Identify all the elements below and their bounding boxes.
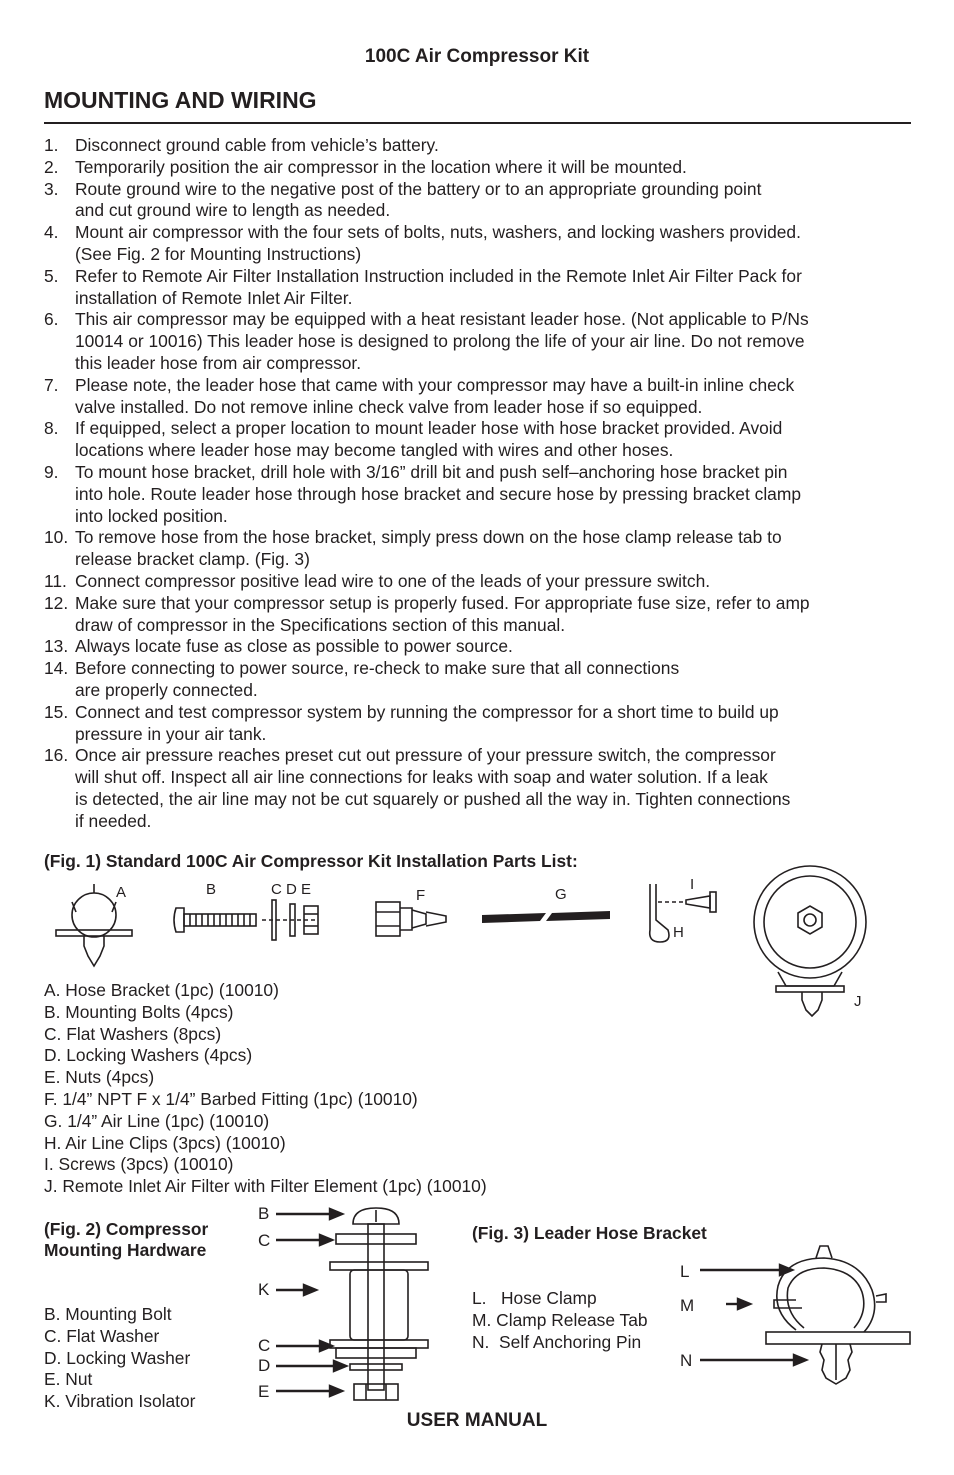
part-list-item: J. Remote Inlet Air Filter with Filter Element (1pc) (10010) xyxy=(44,1176,487,1197)
fig2-callout-b: B xyxy=(258,1204,270,1223)
step-text-line: 10014 or 10016) This leader hose is designed to prolong the life of your air line. Do not remove xyxy=(75,331,805,352)
fig3-legend xyxy=(472,1288,648,1353)
step-text-line: installation of Remote Inlet Air Filter. xyxy=(75,287,353,308)
step-item xyxy=(44,527,914,571)
fig1-parts-list xyxy=(44,980,487,1198)
fig2-legend xyxy=(44,1304,195,1413)
step-text-line: Refer to Remote Air Filter Installation Instruction included in the Remote Inlet Air Filter Pack for xyxy=(75,265,802,286)
step-text-line: draw of compressor in the Specifications section of this manual. xyxy=(75,614,566,635)
fig1-letter-h: H xyxy=(673,924,684,941)
page-header-title: 100C Air Compressor Kit xyxy=(364,46,590,67)
fig2-callout-c-upper: C xyxy=(258,1231,271,1250)
step-item xyxy=(44,636,914,658)
part-list-item: E. Nuts (4pcs) xyxy=(44,1067,155,1088)
step-text-line: Disconnect ground cable from vehicle’s battery. xyxy=(75,135,439,155)
step-number: 6. xyxy=(44,309,59,330)
step-item xyxy=(44,157,914,179)
step-text-line: Always locate fuse as close as possible to power source. xyxy=(75,636,513,657)
step-text-line: locations where leader hose may become tangled with wires and other hoses. xyxy=(75,440,674,461)
step-item xyxy=(44,593,914,637)
step-number: 7. xyxy=(44,374,59,395)
fig2-callout-e: E xyxy=(258,1382,270,1401)
step-item xyxy=(44,135,914,157)
fig3-callout-l: L xyxy=(680,1262,690,1281)
step-item xyxy=(44,658,914,702)
step-item xyxy=(44,179,914,223)
step-number: 12. xyxy=(44,592,69,613)
fig3-callout-n: N xyxy=(680,1351,693,1370)
step-text-line: If equipped, select a proper location to mount leader hose with hose bracket provided. Avoid xyxy=(75,418,783,439)
step-item xyxy=(44,702,914,746)
step-number: 5. xyxy=(44,265,59,286)
step-text-line: is detected, the air line may not be cut squarely or pushed all the way in. Tighten connections xyxy=(75,788,791,809)
step-item xyxy=(44,375,914,419)
fig2-title-line2: Mounting Hardware xyxy=(44,1240,207,1260)
step-number: 14. xyxy=(44,658,69,679)
step-number: 9. xyxy=(44,461,59,482)
step-item xyxy=(44,222,914,266)
part-list-item: H. Air Line Clips (3pcs) (10010) xyxy=(44,1132,286,1153)
step-number: 13. xyxy=(44,636,69,657)
fig2-hardware-illustration xyxy=(250,1200,450,1410)
step-text-line: if needed. xyxy=(75,810,152,831)
step-item xyxy=(44,745,914,832)
air-line-part-icon xyxy=(482,911,610,923)
step-item xyxy=(44,309,914,374)
step-text-line: valve installed. Do not remove inline check valve from leader hose if so equipped. xyxy=(75,396,703,417)
step-text-line: Before connecting to power source, re-check to make sure that all connections xyxy=(75,658,680,679)
barbed-fitting-part-icon xyxy=(376,902,446,936)
step-text-line: (See Fig. 2 for Mounting Instructions) xyxy=(75,243,362,264)
step-number: 16. xyxy=(44,745,69,766)
fig2-legend-item: D. Locking Washer xyxy=(44,1347,191,1368)
page-footer: USER MANUAL xyxy=(406,1410,548,1431)
washers-and-nut-part-icon xyxy=(262,900,318,940)
fig2-legend-item: E. Nut xyxy=(44,1369,93,1390)
fig2-callout-k: K xyxy=(258,1280,270,1299)
part-list-item: I. Screws (3pcs) (10010) xyxy=(44,1154,234,1175)
part-list-item: F. 1/4” NPT F x 1/4” Barbed Fitting (1pc) (10010) xyxy=(44,1088,418,1109)
step-text-line: Mount air compressor with the four sets of bolts, nuts, washers, and locking washers provided. xyxy=(75,222,801,243)
step-item xyxy=(44,266,914,310)
fig1-letter-i: I xyxy=(690,876,695,893)
step-text-line: Connect compressor positive lead wire to one of the leads of your pressure switch. xyxy=(75,570,711,591)
step-text-line: To mount hose bracket, drill hole with 3/16” drill bit and push self–anchoring hose bracket pin xyxy=(75,461,788,482)
fig2-callout-c-lower: C xyxy=(258,1336,271,1355)
step-text-line: To remove hose from the hose bracket, simply press down on the hose clamp release tab to xyxy=(75,527,782,548)
fig2-legend-item: B. Mounting Bolt xyxy=(44,1304,172,1324)
part-list-item: G. 1/4” Air Line (1pc) (10010) xyxy=(44,1110,270,1131)
fig1-letter-j: J xyxy=(854,993,862,1010)
step-text-line: Connect and test compressor system by running the compressor for a short time to build up xyxy=(75,701,779,722)
step-text-line: into locked position. xyxy=(75,505,228,526)
fig2-legend-item: C. Flat Washer xyxy=(44,1325,160,1346)
step-text-line: Route ground wire to the negative post of the battery or to an appropriate grounding point xyxy=(75,178,762,199)
step-number: 2. xyxy=(44,156,59,177)
step-text-line: this leader hose from air compressor. xyxy=(75,352,362,373)
step-text-line: pressure in your air tank. xyxy=(75,723,267,744)
part-list-item: A. Hose Bracket (1pc) (10010) xyxy=(44,980,279,1000)
step-item xyxy=(44,571,914,593)
fig1-letter-f: F xyxy=(416,887,426,904)
mounting-bolt-part-icon xyxy=(174,908,256,932)
fig1-letter-cde: C D E xyxy=(271,881,312,898)
fig3-legend-item: N. Self Anchoring Pin xyxy=(472,1331,642,1352)
instruction-steps xyxy=(44,135,914,833)
part-list-item: D. Locking Washers (4pcs) xyxy=(44,1045,253,1066)
step-number: 3. xyxy=(44,178,59,199)
fig2-legend-item: K. Vibration Isolator xyxy=(44,1391,196,1412)
fig2-title xyxy=(44,1219,208,1261)
part-list-item: B. Mounting Bolts (4pcs) xyxy=(44,1001,234,1022)
section-title: MOUNTING AND WIRING xyxy=(44,87,317,113)
part-list-item: C. Flat Washers (8pcs) xyxy=(44,1023,222,1044)
step-text-line: Make sure that your compressor setup is properly fused. For appropriate fuse size, refer to amp xyxy=(75,592,810,613)
remote-air-filter-part-icon xyxy=(754,866,866,1016)
fig3-callout-m: M xyxy=(680,1296,695,1315)
screw-part-icon xyxy=(658,892,716,912)
fig1-title: (Fig. 1) Standard 100C Air Compressor Kit Installation Parts List: xyxy=(44,851,578,871)
fig3-legend-item: L. Hose Clamp xyxy=(472,1288,597,1308)
fig1-letter-b: B xyxy=(206,881,217,898)
step-number: 15. xyxy=(44,701,69,722)
step-text-line: Please note, the leader hose that came with your compressor may have a built-in inline check xyxy=(75,374,795,395)
air-line-clip-part-icon xyxy=(650,884,669,942)
step-text-line: Temporarily position the air compressor in the location where it will be mounted. xyxy=(75,156,687,177)
step-text-line: Once air pressure reaches preset cut out pressure of your pressure switch, the compressor xyxy=(75,745,776,766)
section-divider xyxy=(44,122,911,124)
fig3-legend-item: M. Clamp Release Tab xyxy=(472,1309,648,1330)
step-number: 11. xyxy=(44,570,67,591)
step-text-line: This air compressor may be equipped with a heat resistant leader hose. (Not applicable to P/Ns xyxy=(75,309,809,330)
fig2-title-line1: (Fig. 2) Compressor xyxy=(44,1219,209,1239)
fig3-bracket-illustration xyxy=(676,1240,916,1400)
step-number: 10. xyxy=(44,527,69,548)
step-item xyxy=(44,462,914,527)
step-text-line: and cut ground wire to length as needed. xyxy=(75,200,391,221)
step-number: 1. xyxy=(44,135,59,155)
step-item xyxy=(44,418,914,462)
step-text-line: into hole. Route leader hose through hose bracket and secure hose by pressing bracket clamp xyxy=(75,483,802,504)
step-number: 8. xyxy=(44,418,59,439)
fig2-callout-d: D xyxy=(258,1356,271,1375)
fig1-letter-g: G xyxy=(555,886,567,903)
fig1-letter-a: A xyxy=(116,884,127,901)
step-text-line: will shut off. Inspect all air line connections for leaks with soap and water solution. If a leak xyxy=(75,767,768,788)
step-text-line: release bracket clamp. (Fig. 3) xyxy=(75,549,310,570)
step-number: 4. xyxy=(44,222,59,243)
step-text-line: are properly connected. xyxy=(75,679,258,700)
fig3-title: (Fig. 3) Leader Hose Bracket xyxy=(472,1223,707,1243)
